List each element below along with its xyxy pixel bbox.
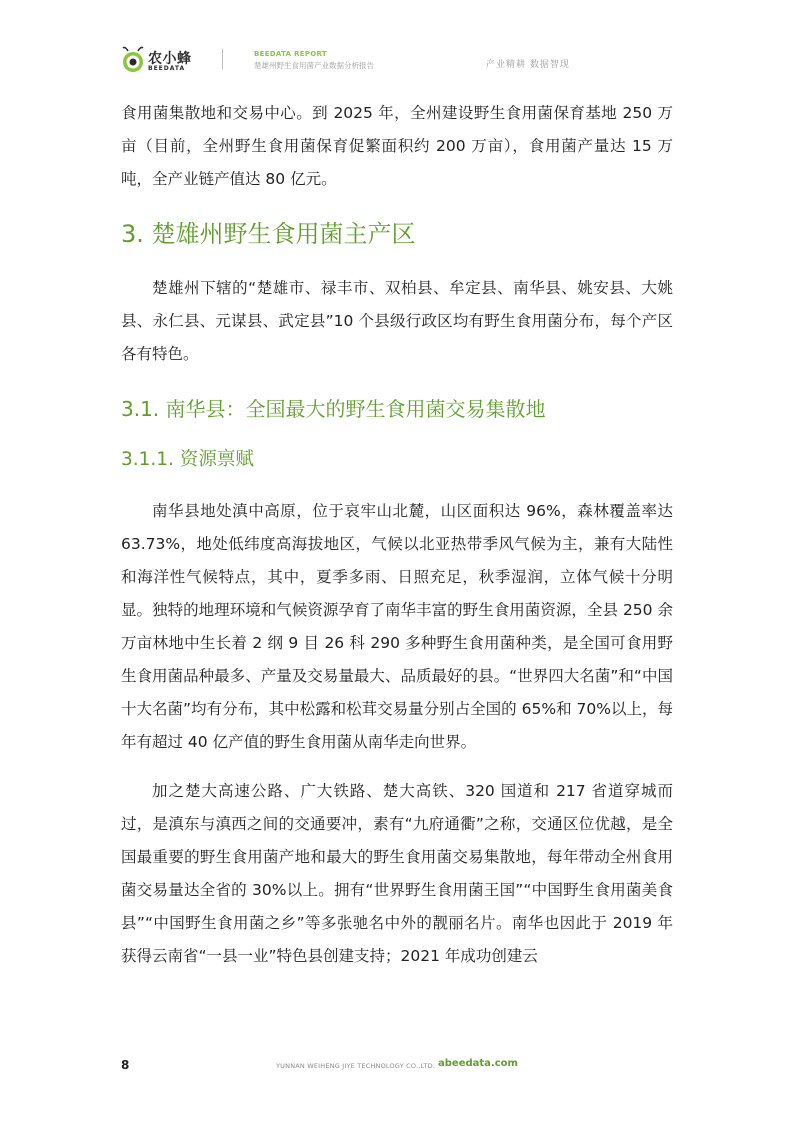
bee-logo-icon xyxy=(120,46,146,74)
section-3-1-heading: 3.1. 南华县：全国最大的野生食用菌交易集散地 xyxy=(121,397,546,421)
header-slogan: 产业精耕 数据智现 xyxy=(486,60,570,70)
footer-company: YUNNAN WEIHENG JIYE TECHNOLOGY CO.,LTD. xyxy=(276,1062,436,1070)
header-divider xyxy=(222,49,223,69)
footer-url[interactable]: abeedata.com xyxy=(438,1058,518,1069)
paragraph-gap xyxy=(121,759,673,775)
page-header xyxy=(0,0,793,80)
page-number: 8 xyxy=(121,1058,130,1072)
page-content xyxy=(121,97,673,973)
paragraph-transport: 加之楚大高速公路、广大铁路、楚大高铁、320 国道和 217 省道穿城而过，是滇东与滇西之间的交通要冲，素有“九府通衢”之称，交通区位优越，是全国最重要的野生食用菌产地和最大的野生食用菌交易集散地，每年带动全州食用菌交易量达全省的 30%以上。拥有“世界野生食用菌王国”“中国野生食用菌美食县”“中国野生食用菌之乡”等多张驰名中外的靓丽名片。南华也因此于 2019 年获得云南省“一县一业”特色县创建支持；2021 年成功创建云 xyxy=(121,782,673,965)
paragraph-intro: 食用菌集散地和交易中心。到 2025 年，全州建设野生食用菌保育基地 250 万亩（目前，全州野生食用菌保育促繁面积约 200 万亩），食用菌产量达 15 万吨，全产业链产值达 80 亿元。 xyxy=(121,104,673,188)
report-name-en: BEEDATA REPORT xyxy=(254,50,327,58)
brand-logo xyxy=(120,46,220,78)
page-footer xyxy=(0,1050,793,1080)
section-3-1-1-heading: 3.1.1. 资源禀赋 xyxy=(121,449,254,470)
logo-text-cn: 农小蜂 xyxy=(148,51,192,67)
paragraph-section-3: 楚雄州下辖的“楚雄市、禄丰市、双柏县、牟定县、南华县、姚安县、大姚县、永仁县、元谋县、武定县”10 个县级行政区均有野生食用菌分布，每个产区各有特色。 xyxy=(121,279,673,363)
paragraph-resource: 南华县地处滇中高原，位于哀牢山北麓，山区面积达 96%，森林覆盖率达 63.73%，地处低纬度高海拔地区，气候以北亚热带季风气候为主，兼有大陆性和海洋性气候特点，其中，夏季多雨、日照充足，秋季湿润，立体气候十分明显。独特的地理环境和气候资源孕育了南华丰富的野生食用菌资源，全县 250 余万亩林地中生长着 2 纲 9 目 26 科 290 多种野生食用菌种类，是全国可食用野生食用菌品种最多、产量及交易量最大、品质最好的县。“世界四大名菌”和“中国十大名菌”均有分布，其中松露和松茸交易量分别占全国的 65%和 70%以上，每年有超过 40 亿产值的野生食用菌从南华走向世界。 xyxy=(121,502,673,751)
logo-text-en: BEEDATA xyxy=(148,65,186,72)
section-3-heading: 3. 楚雄州野生食用菌主产区 xyxy=(121,220,416,248)
report-name-cn: 楚雄州野生食用菌产业数据分析报告 xyxy=(254,61,374,70)
